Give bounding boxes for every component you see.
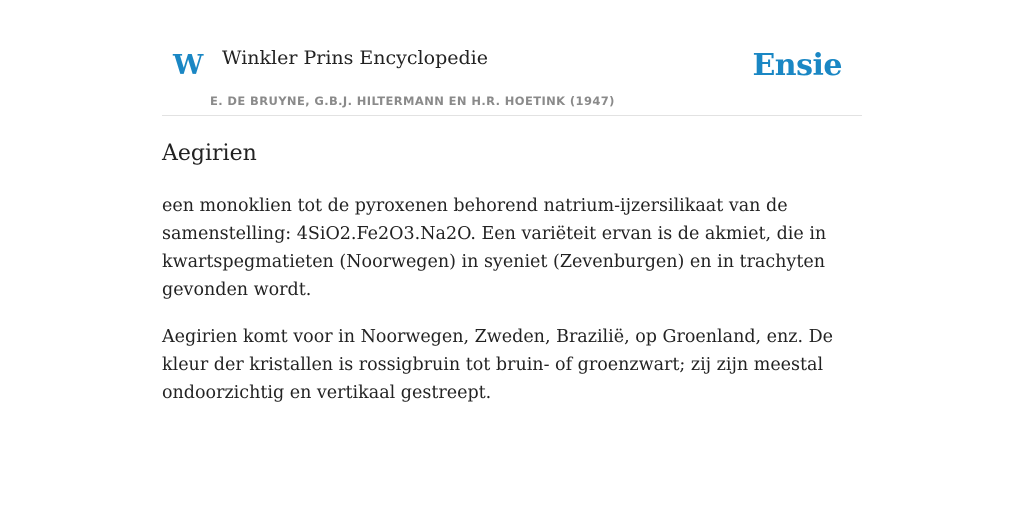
page-container [162, 0, 862, 403]
brand-logo[interactable]: Ensie [752, 48, 842, 83]
article-paragraph: Aegirien komt voor in Noorwegen, Zweden, Brazilië, op Groenland, enz. De kleur der kristallen is rossigbruin tot bruin- of groenzwart; zij zijn meestal ondoorzichtig en vertikaal gestreept. [162, 327, 834, 403]
source-title[interactable]: Winkler Prins Encyclopedie [222, 47, 488, 69]
article-paragraph: een monoklien tot de pyroxenen behorend natrium-ijzersilikaat van de samenstelling: 4SiO2.Fe2O3.Na2O. Een variëteit ervan is de akmiet, die in kwartspegmatieten (Noorwegen) in syeniet (Zevenburgen) en in trachyten gevonden wordt. [162, 196, 827, 300]
article-title: Aegirien [162, 141, 257, 166]
source-header [162, 0, 862, 116]
article-body [162, 192, 862, 426]
source-authors: E. DE BRUYNE, G.B.J. HILTERMANN EN H.R. HOETINK (1947) [210, 94, 615, 108]
source-logo[interactable]: W [173, 50, 204, 81]
